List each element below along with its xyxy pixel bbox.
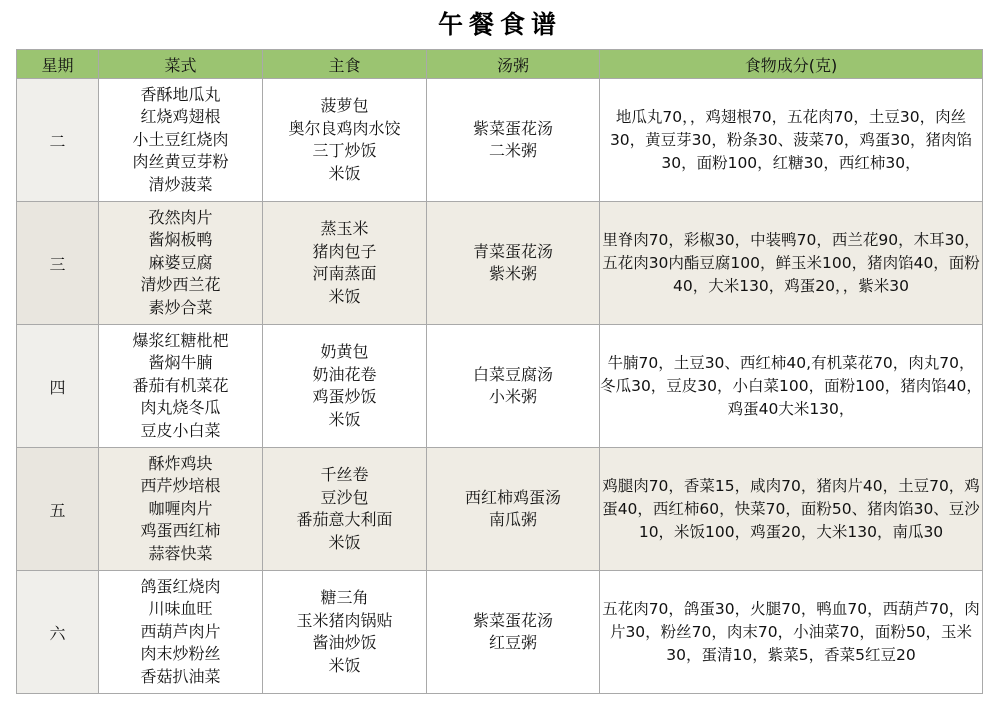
table-row	[17, 79, 983, 202]
staples-cell	[263, 571, 427, 694]
soups-cell	[427, 79, 600, 202]
dish-item: 清炒菠菜	[148, 174, 213, 194]
ingredients-cell: 里脊肉70，彩椒30，中装鸭70，西兰花90，木耳30，五花肉30内酯豆腐100，鲜玉米100，猪肉馅40，面粉40，大米130，鸡蛋20，，紫米30	[600, 202, 983, 325]
dish-item: 清炒西兰花	[140, 275, 221, 295]
dish-item: 香酥地瓜丸	[140, 84, 221, 104]
soup-item: 二米粥	[488, 141, 537, 160]
staple-item: 菠萝包	[320, 96, 369, 115]
staple-item: 鸡蛋炒饭	[312, 387, 377, 406]
staple-item: 米饭	[328, 409, 361, 429]
dish-item: 番茄有机菜花	[132, 375, 229, 395]
staple-item: 米饭	[328, 532, 361, 552]
table-row	[17, 448, 983, 571]
soup-item: 白菜豆腐汤	[472, 364, 553, 384]
dish-item: 鸡蛋西红柿	[140, 521, 221, 541]
staple-item: 酱油炒饭	[312, 633, 377, 652]
ingredients-cell: 地瓜丸70，，鸡翅根70，五花肉70，土豆30，肉丝30，黄豆芽30，粉条30、菠菜70，鸡蛋30，猪肉馅30，面粉100，红糖30，西红柿30，	[600, 79, 983, 202]
dish-item: 西芹炒培根	[140, 476, 221, 496]
dishes-cell	[99, 571, 263, 694]
table-row	[17, 325, 983, 448]
dish-item: 蒜蓉快菜	[148, 543, 213, 563]
dish-item: 豆皮小白菜	[140, 420, 221, 440]
staple-item: 三丁炒饭	[312, 141, 377, 160]
soups-cell	[427, 448, 600, 571]
dish-item: 肉末炒粉丝	[140, 644, 221, 664]
dish-item: 酥炸鸡块	[148, 453, 213, 473]
dish-item: 川味血旺	[148, 599, 213, 619]
lunch-menu-table	[16, 49, 983, 694]
dish-item: 素炒合菜	[148, 297, 213, 317]
header-row	[17, 50, 983, 79]
ingredients-cell: 五花肉70，鸽蛋30，火腿70，鸭血70，西葫芦70，肉片30，粉丝70，肉末70，小油菜70，面粉50，玉米30，蛋清10，紫菜5，香菜5红豆20	[600, 571, 983, 694]
staple-item: 千丝卷	[320, 465, 369, 484]
staple-item: 奶黄包	[320, 342, 369, 361]
dishes-cell	[99, 325, 263, 448]
header-day: 星期	[17, 50, 99, 79]
soups-cell	[427, 202, 600, 325]
table-row	[17, 202, 983, 325]
staple-item: 玉米猪肉锅贴	[296, 610, 393, 630]
header-ingredients: 食物成分(克)	[600, 50, 983, 79]
header-dishes: 菜式	[99, 50, 263, 79]
staple-item: 猪肉包子	[312, 241, 377, 261]
staple-item: 米饭	[328, 163, 361, 183]
day-cell: 三	[17, 202, 99, 325]
dish-item: 红烧鸡翅根	[140, 107, 221, 127]
day-cell: 四	[17, 325, 99, 448]
table-row	[17, 571, 983, 694]
dish-item: 香菇扒油菜	[140, 666, 221, 686]
soups-cell	[427, 325, 600, 448]
dishes-cell	[99, 79, 263, 202]
dishes-cell	[99, 448, 263, 571]
dish-item: 小土豆红烧肉	[132, 129, 229, 149]
day-cell: 五	[17, 448, 99, 571]
soup-item: 青菜蛋花汤	[472, 241, 553, 261]
dish-item: 孜然肉片	[148, 207, 213, 227]
day-cell: 二	[17, 79, 99, 202]
dish-item: 酱焖牛腩	[148, 353, 213, 373]
staple-item: 河南蒸面	[312, 264, 377, 283]
header-staples: 主食	[263, 50, 427, 79]
dish-item: 咖喱肉片	[148, 498, 213, 518]
ingredients-cell: 鸡腿肉70，香菜15，咸肉70，猪肉片40，土豆70，鸡蛋40，西红柿60，快菜70，面粉50、猪肉馅30、豆沙10，米饭100，鸡蛋20，大米130，南瓜30	[600, 448, 983, 571]
staple-item: 奥尔良鸡肉水饺	[288, 118, 401, 138]
staple-item: 奶油花卷	[312, 364, 377, 384]
soup-item: 西红柿鸡蛋汤	[464, 487, 561, 507]
dishes-cell	[99, 202, 263, 325]
dish-item: 肉丝黄豆芽粉	[132, 152, 229, 172]
soup-item: 紫米粥	[488, 264, 537, 283]
page-title: 午餐食谱	[437, 10, 562, 39]
dish-item: 西葫芦肉片	[140, 621, 221, 641]
dish-item: 肉丸烧冬瓜	[140, 398, 221, 418]
soup-item: 紫菜蛋花汤	[472, 118, 553, 138]
soup-item: 南瓜粥	[488, 510, 537, 529]
soup-item: 紫菜蛋花汤	[472, 610, 553, 630]
staple-item: 番茄意大利面	[296, 510, 393, 529]
header-soups: 汤粥	[427, 50, 600, 79]
soups-cell	[427, 571, 600, 694]
dish-item: 麻婆豆腐	[148, 252, 213, 272]
staple-item: 豆沙包	[320, 487, 369, 507]
staples-cell	[263, 325, 427, 448]
day-cell: 六	[17, 571, 99, 694]
staple-item: 蒸玉米	[320, 219, 369, 238]
ingredients-cell: 牛腩70，土豆30、西红柿40,有机菜花70，肉丸70，冬瓜30，豆皮30，小白菜100，面粉100，猪肉馅40，鸡蛋40大米130，	[600, 325, 983, 448]
dish-item: 爆浆红糖枇杷	[132, 330, 229, 350]
staples-cell	[263, 202, 427, 325]
staple-item: 米饭	[328, 655, 361, 675]
dish-item: 鸽蛋红烧肉	[140, 576, 221, 596]
soup-item: 小米粥	[488, 387, 537, 406]
staples-cell	[263, 448, 427, 571]
soup-item: 红豆粥	[488, 633, 537, 652]
staples-cell	[263, 79, 427, 202]
staple-item: 米饭	[328, 286, 361, 306]
staple-item: 糖三角	[320, 588, 369, 607]
dish-item: 酱焖板鸭	[148, 230, 213, 250]
